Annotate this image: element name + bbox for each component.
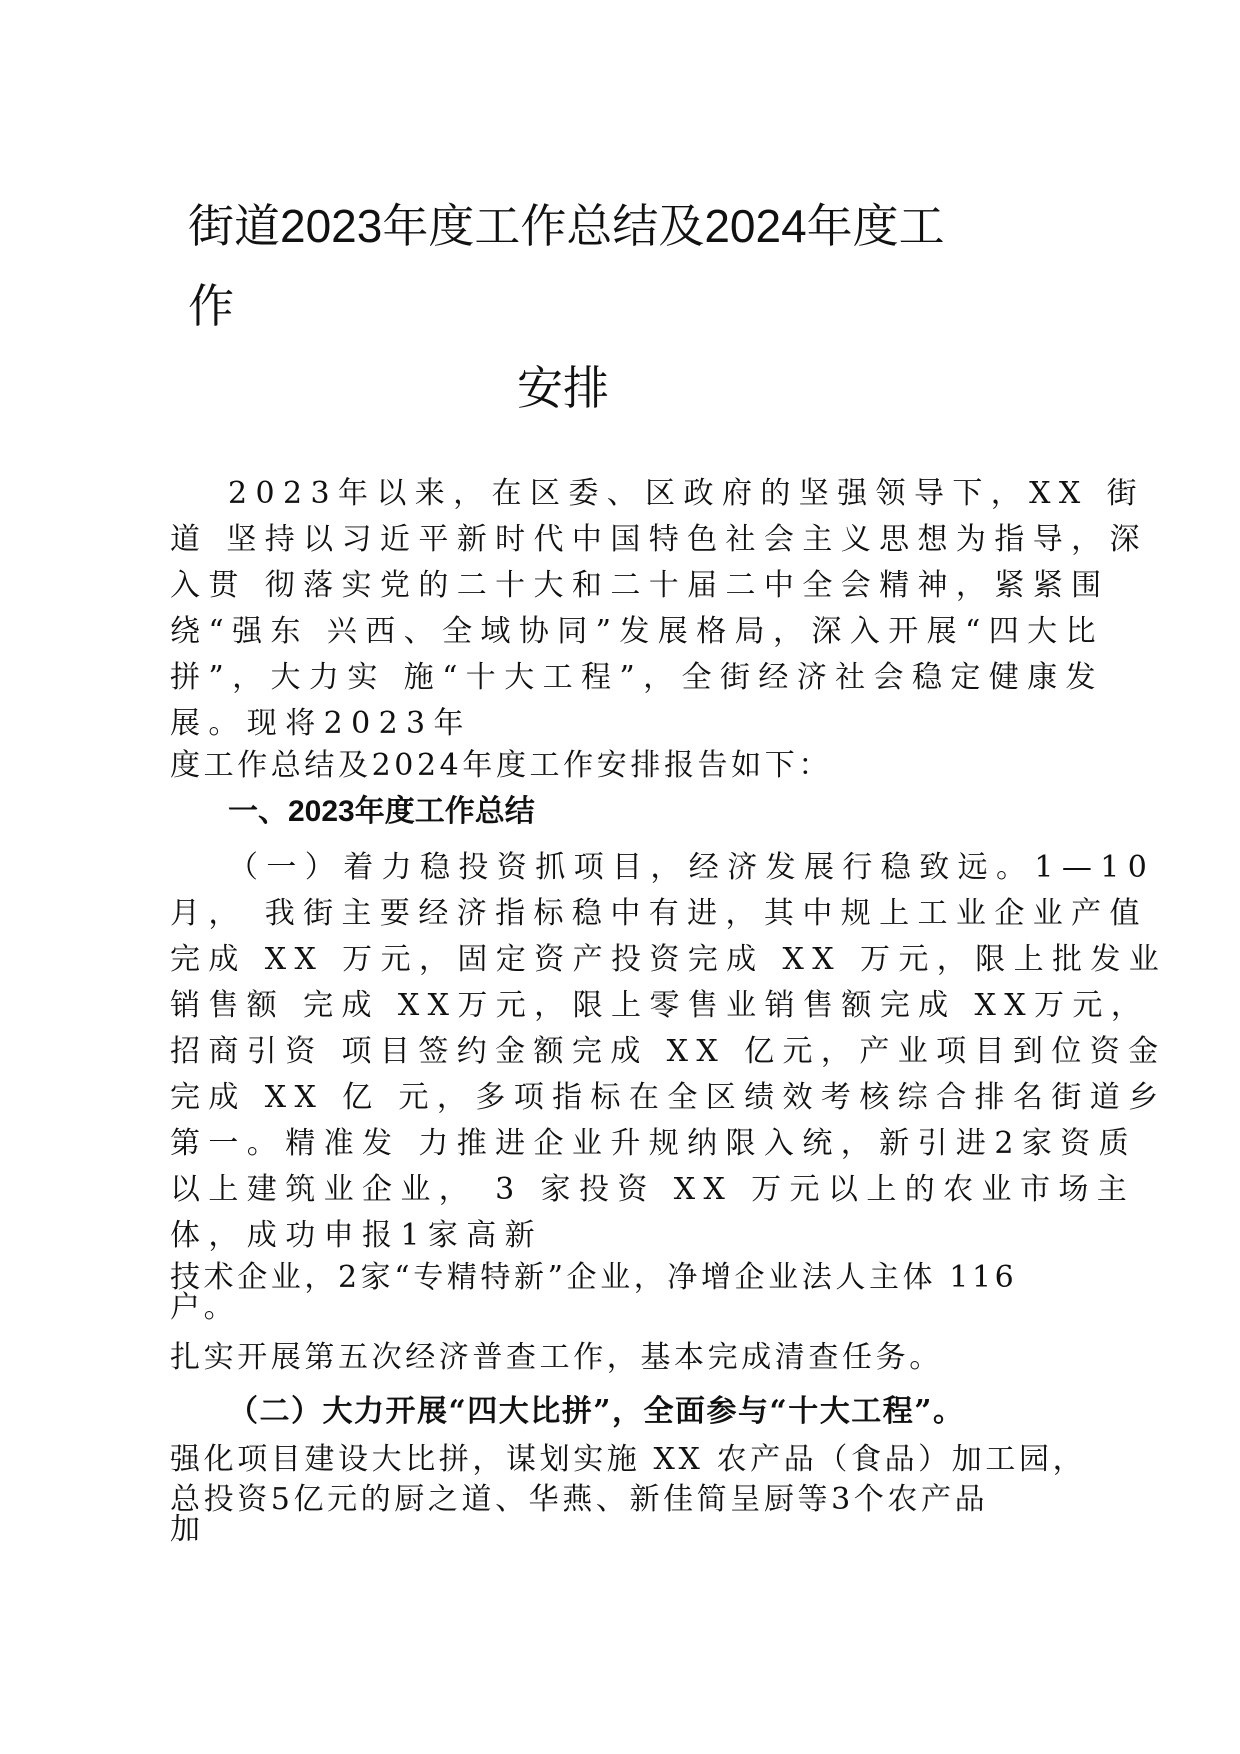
document-title-line-1: 街道2023年度工作总结及2024年度工 <box>188 200 945 252</box>
paragraph-line: 总投资5亿元的厨之道、华燕、新佳简呈厨等3个农产品 <box>170 1482 989 1517</box>
intro-line: 入贯 彻落实党的二十大和二十届二中全会精神，紧紧围 <box>170 568 1110 603</box>
paragraph-line: 体，成功申报1家高新 <box>170 1218 544 1253</box>
intro-line: 绕“强东 兴西、全域协同”发展格局，深入开展“四大比 <box>170 614 1104 649</box>
intro-line: 展。现将2023年 <box>170 706 472 741</box>
paragraph-line: 户。 <box>170 1290 238 1325</box>
paragraph-line: 加 <box>170 1512 204 1547</box>
intro-line: 度工作总结及2024年度工作安排报告如下： <box>170 748 832 783</box>
paragraph-line: 以上建筑业企业， 3 家投资 XX 万元以上的农业市场主 <box>170 1172 1136 1207</box>
intro-line: 2023年以来，在区委、区政府的坚强领导下，XX 街 <box>228 476 1145 511</box>
paragraph-line: 完成 XX 万元，固定资产投资完成 XX 万元，限上批发业 <box>170 942 1168 977</box>
paragraph-line: 强化项目建设大比拼，谋划实施 XX 农产品（食品）加工园， <box>170 1442 1087 1477</box>
intro-line: 道 坚持以习近平新时代中国特色社会主义思想为指导，深 <box>170 522 1148 557</box>
document-title-line-3: 安排 <box>517 362 609 414</box>
paragraph-line: 第一。精准发 力推进企业升规纳限入统，新引进2家资质 <box>170 1126 1138 1161</box>
paragraph-line: 月， 我街主要经济指标稳中有进，其中规上工业企业产值 <box>170 896 1148 931</box>
intro-line: 拼”，大力实 施“十大工程”，全街经济社会稳定健康发 <box>170 660 1104 695</box>
paragraph-line: 扎实开展第五次经济普查工作，基本完成清查任务。 <box>170 1340 943 1375</box>
section-heading: 一、2023年度工作总结 <box>228 795 535 828</box>
paragraph-line: 技术企业，2家“专精特新”企业，净增企业法人主体 116 <box>170 1260 1018 1295</box>
paragraph-line: （一）着力稳投资抓项目，经济发展行稳致远。1—10 <box>228 850 1156 885</box>
subsection-heading: （二）大力开展“四大比拼”，全面参与“十大工程”。 <box>228 1394 965 1429</box>
paragraph-line: 完成 XX 亿 元，多项指标在全区绩效考核综合排名街道乡 <box>170 1080 1167 1115</box>
document-title-line-2: 作 <box>188 280 234 332</box>
paragraph-line: 招商引资 项目签约金额完成 XX 亿元，产业项目到位资金 <box>170 1034 1167 1069</box>
paragraph-line: 销售额 完成 XX万元，限上零售业销售额完成 XX万元， <box>170 988 1150 1023</box>
